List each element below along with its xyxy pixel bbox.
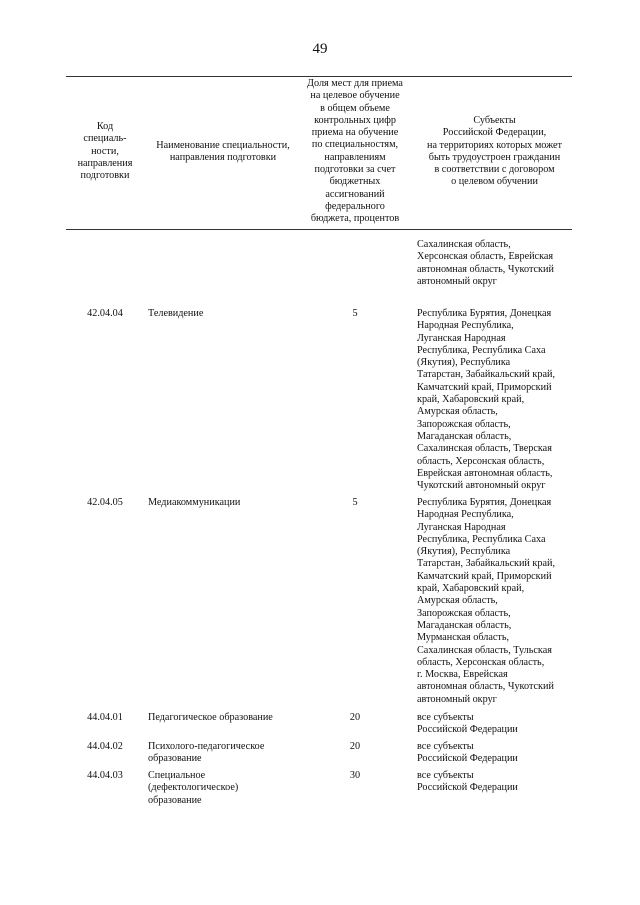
header-share: Доля мест для приема на целевое обучение в общем объеме контрольных цифр приема на обучение по специальностям, направлениям подготовки за счет бюджетных ассигнований федерального бюджета, процентов <box>307 78 403 225</box>
table-top-rule <box>66 76 572 77</box>
table-row-share: 5 <box>352 497 358 508</box>
table-row-name: Психолого-педагогическое образование <box>148 741 265 765</box>
header-code: Код специаль- ности, направления подготовки <box>77 121 133 182</box>
table-row-regions: все субъекты Российской Федерации <box>417 712 518 736</box>
table-row-share: 20 <box>349 741 361 752</box>
table-row-name: Медиакоммуникации <box>148 497 241 508</box>
table-row-name: Специальное (дефектологическое) образование <box>148 770 239 806</box>
table-row-code: 44.04.02 <box>87 741 123 752</box>
table-row-share: 5 <box>352 308 358 319</box>
table-row-code: 44.04.01 <box>87 712 123 723</box>
table-row-code: 42.04.05 <box>87 497 123 508</box>
page-number: 49 <box>312 41 328 57</box>
table-row-regions: все субъекты Российской Федерации <box>417 770 518 794</box>
table-row-regions: Сахалинская область, Херсонская область, Еврейская автономная область, Чукотский автономный округ <box>417 239 554 287</box>
table-row-name: Телевидение <box>148 308 204 319</box>
table-row-name: Педагогическое образование <box>148 712 273 723</box>
header-regions: Субъекты Российской Федерации, на территориях которых может быть трудоустроен гражданин в соответствии с договором о целевом обучении <box>427 115 562 188</box>
table-row-code: 44.04.03 <box>87 770 123 781</box>
table-row-regions: все субъекты Российской Федерации <box>417 741 518 765</box>
header-name: Наименование специальности, направления подготовки <box>156 140 290 164</box>
table-row-regions: Республика Бурятия, Донецкая Народная Республика, Луганская Народная Республика, Республика Саха (Якутия), Республика Татарстан, Забайкальский край, Камчатский край, Приморский край, Хабаровский край, Амурская область, Запорожская область, Магаданская область, Мурманская область, Сахалинская область, Тульская область, Херсонская область, г. Москва, Еврейская автономная область, Чукотский автономный округ <box>417 497 555 705</box>
table-row-share: 20 <box>349 712 361 723</box>
header-bottom-rule <box>66 229 572 230</box>
table-row-code: 42.04.04 <box>87 308 123 319</box>
table-row-share: 30 <box>349 770 361 781</box>
table-row-regions: Республика Бурятия, Донецкая Народная Республика, Луганская Народная Республика, Республика Саха (Якутия), Республика Татарстан, Забайкальский край, Камчатский край, Приморский край, Хабаровский край, Амурская область, Запорожская область, Магаданская область, Сахалинская область, Тверская область, Херсонская область, Еврейская автономная область, Чукотский автономный округ <box>417 308 555 492</box>
